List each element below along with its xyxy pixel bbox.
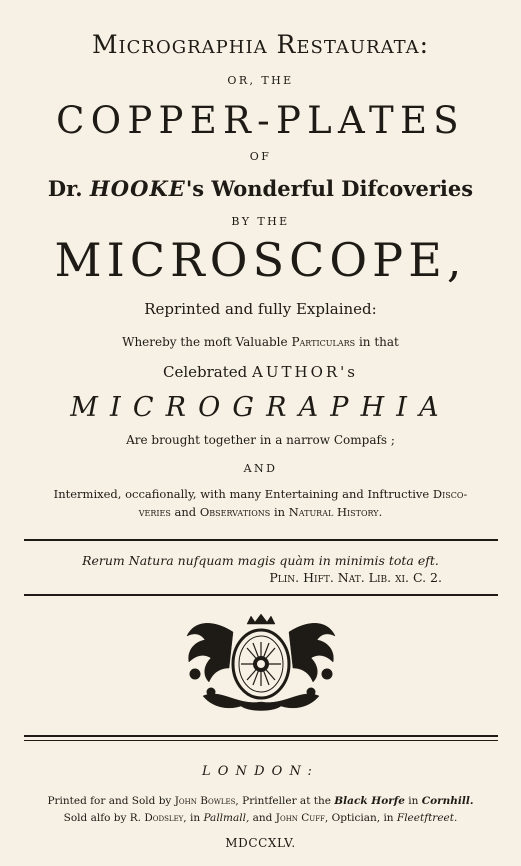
- whereby-text-a: Whereby the moft Valuable: [122, 335, 288, 349]
- veries-natural-history: Natural History.: [288, 505, 383, 519]
- printers-ornament-icon: [181, 612, 341, 716]
- subtitle-celebrated: [0, 363, 521, 381]
- intermixed-disco: Disco-: [432, 487, 468, 501]
- rule-below-motto: [24, 594, 498, 596]
- connector-or-the: OR, THE: [227, 74, 294, 87]
- title-line-copper-plates: COPPER-PLATES: [56, 99, 465, 142]
- intermixed-text: Intermixed, occafionally, with many Entertaining and Inftructive: [53, 487, 430, 501]
- imprint-sold-also: [0, 812, 521, 824]
- imprint-black-horse: Black Horfe: [334, 795, 405, 807]
- connector-of: OF: [249, 150, 272, 163]
- imprint-and: and: [252, 812, 273, 824]
- title-line-microscope: MICROSCOPE,: [54, 233, 467, 287]
- subtitle-veries: [0, 505, 521, 519]
- imprint-optician: Optician, in: [331, 812, 394, 824]
- imprint-in-2: in: [190, 812, 201, 824]
- imprint-dodsley: Dodsley,: [144, 812, 187, 824]
- title-line-micrographia-italic: MICROGRAPHIA: [70, 392, 451, 423]
- imprint-city: LONDON:: [201, 764, 320, 779]
- title-prefix-dr: Dr.: [47, 176, 83, 201]
- whereby-particulars: Particulars: [291, 335, 356, 349]
- title-suffix-discoveries: 's Wonderful Difcoveries: [185, 176, 474, 201]
- motto-source: Plin. Hift. Nat. Lib. xi. C. 2.: [269, 570, 442, 585]
- veries-observations: Observations: [199, 505, 271, 519]
- rule-double-top: [24, 735, 498, 737]
- connector-by-the: BY THE: [231, 215, 290, 228]
- title-line-hooke: [0, 176, 521, 201]
- connector-and: AND: [243, 462, 278, 475]
- imprint-printseller: Printfeller at the: [242, 795, 331, 807]
- imprint-fleetstreet: Fleetftreet.: [396, 812, 458, 824]
- subtitle-reprinted: Reprinted and fully Explained:: [144, 300, 377, 318]
- whereby-text-c: in that: [358, 335, 399, 349]
- veries-in: in: [273, 505, 286, 519]
- imprint-pallmall: Pallmall,: [203, 812, 250, 824]
- title-line-micrographia: Micrographia Restaurata:: [91, 30, 430, 59]
- imprint-cornhill: Cornhill.: [421, 795, 474, 807]
- subtitle-brought-together: Are brought together in a narrow Compafs ;: [126, 433, 395, 447]
- imprint-bowles: John Bowles,: [174, 795, 239, 807]
- imprint-printed-text: Printed for and Sold by: [47, 795, 172, 807]
- rule-double-bottom: [24, 740, 498, 741]
- subtitle-whereby: [0, 335, 521, 349]
- imprint-sold-text: Sold alfo by R.: [63, 812, 142, 824]
- celebrated-text: Celebrated: [162, 363, 248, 381]
- rule-above-motto: [24, 539, 498, 541]
- celebrated-author: AUTHOR's: [252, 363, 359, 381]
- imprint-cuff: John Cuff,: [275, 812, 329, 824]
- veries-word: veries: [138, 505, 171, 519]
- imprint-printed-for: [0, 795, 521, 807]
- imprint-in-1: in: [408, 795, 419, 807]
- veries-and: and: [174, 505, 197, 519]
- author-name-hooke: HOOKE: [89, 176, 186, 201]
- subtitle-intermixed: [0, 487, 521, 501]
- motto-quote: Rerum Natura nufquam magis quàm in minimis tota eft.: [82, 553, 439, 568]
- imprint-date: MDCCXLV.: [225, 836, 296, 850]
